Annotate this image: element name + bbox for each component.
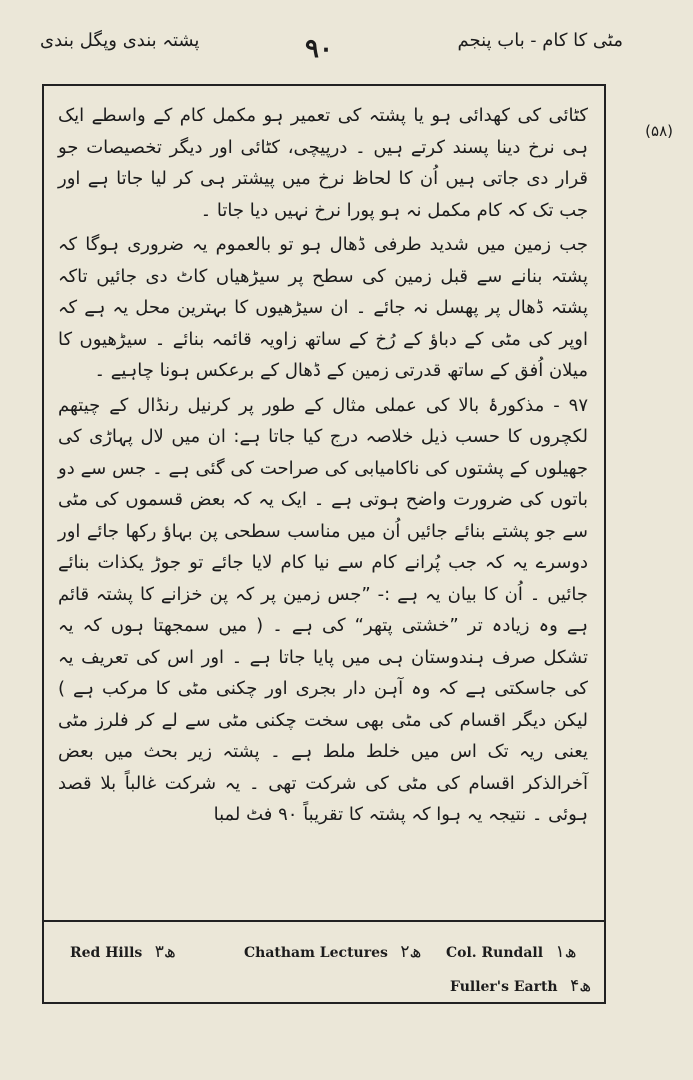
- footnote-label: Chatham Lectures: [244, 945, 388, 961]
- footnote-label: Col. Rundall: [446, 945, 544, 961]
- page-number: ۹۰: [305, 34, 333, 64]
- footnote-marker: ۳ھ: [154, 942, 176, 962]
- paragraph-3: ۹۷ - مذکورۂ بالا کی عملی مثال کے طور پر کرنیل رنڈال کے چیتھم لکچروں کا حسب ذیل خلاصہ درج کیا جاتا ہے: ان میں لال پہاڑی کی جھیلوں کے پشتوں کی ناکامیابی کی صراحت کی گئی ہے ۔ جس سے دو باتوں کی ضرورت واضح ہوتی ہے ۔ ایک یہ کہ بعض قسموں کی مٹی سے جو پشتے بنائے جائیں اُن میں مناسب سطحی پن بہاؤ رکھا جائے اور دوسرے یہ کہ جب پُرانے کام سے نیا کام لایا جائے تو جوڑ یکذات بنائے جائیں ۔ اُن کا بیان یہ ہے :- ”جس زمین پر کہ پن خزانے کا پشتہ قائم ہے وہ زیادہ تر ”خشتی پتھر“ کی ہے ۔ ( میں سمجھتا ہوں کہ یہ تشکل صرف ہندوستان ہی میں پایا جاتا ہے ۔ اور اس کی تعریف یہ کی جاسکتی ہے کہ وہ آہن دار بجری اور چکنی مٹی کا مرکب ہے ) لیکن دیگر اقسام کی مٹی بھی سخت چکنی مٹی سے لے کر فلرز مٹی یعنی ریہ تک اس میں خلط ملط ہے ۔ پشتہ زیر بحث میں بعض آخرالذکر اقسام کی مٹی کی شرکت تھی ۔ یہ شرکت غالباً بلا قصد ہوئی ۔ نتیجہ یہ ہوا کہ پشتہ کا تقریباً ۹۰ فٹ لمبا: [58, 394, 588, 825]
- body-text: [58, 100, 588, 900]
- footnote-marker: ۱ھ: [555, 942, 577, 962]
- paragraph-1: کٹائی کی کھدائی ہو یا پشتہ کی تعمیر ہو مکمل کام کے واسطے ایک ہی نرخ دینا پسند کرتے ہیں ۔ درپیچی، کٹائی اور دیگر تخصیصات جو قرار دی جاتی ہیں اُن کا لحاظ نرخ میں پیشتر ہی کر لیا جاتا ہے اور جب تک کہ کام مکمل نہ ہو پورا نرخ نہیں دیا جاتا ۔: [58, 105, 588, 221]
- footnote-label: Red Hills: [70, 945, 143, 961]
- paragraph-2: جب زمین میں شدید طرفی ڈھال ہو تو بالعموم یہ ضروری ہوگا کہ پشتہ بنانے سے قبل زمین کی سطح پر سیڑھیاں کاٹ دی جائیں تاکہ پشتہ ڈھال پر پھسل نہ جائے ۔ ان سیڑھیوں کا بہترین محل یہ ہے کہ اوپر کی مٹی کے دباؤ کے رُخ کے ساتھ زاویہ قائمہ بنائے ۔ سیڑھیوں کا میلان اُفق کے ساتھ قدرتی زمین کے ڈھال کے برعکس ہونا چاہیے ۔: [58, 234, 588, 381]
- margin-note: (۵۸): [645, 122, 673, 140]
- footnote-label: Fuller's Earth: [450, 979, 558, 995]
- footnote-chatham-lectures: [244, 942, 421, 962]
- footnote-fullers-earth: [450, 976, 591, 996]
- footnote-red-hills: [70, 942, 176, 962]
- footnotes: [44, 922, 604, 1004]
- footnote-col-rundall: [446, 942, 577, 962]
- running-header-chapter: مٹی کا کام - باب پنجم: [457, 30, 623, 51]
- footnote-marker: ۴ھ: [570, 976, 592, 996]
- running-header-topic: پشتہ بندی وپگل بندی: [40, 30, 200, 51]
- footnote-marker: ۲ھ: [400, 942, 422, 962]
